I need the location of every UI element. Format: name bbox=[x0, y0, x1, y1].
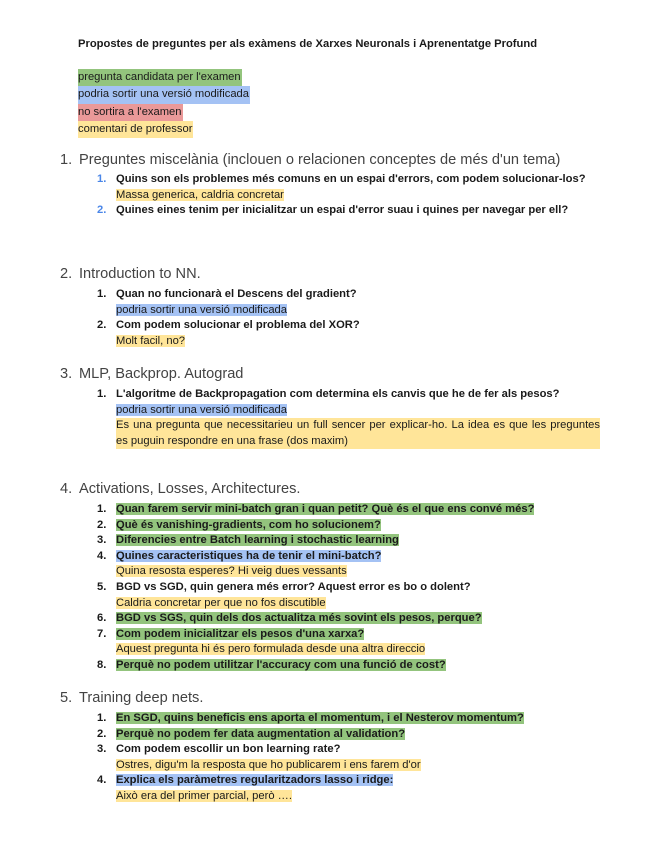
question-text: Quins son els problemes més comuns en un espai d'errors, com podem solucionar-los? bbox=[116, 173, 586, 185]
professor-comment: Caldria concretar per que no fos discutible bbox=[116, 596, 326, 609]
legend-professor-comment: comentari de professor bbox=[78, 121, 193, 138]
question-item bbox=[60, 627, 600, 658]
question-number: 4. bbox=[97, 774, 107, 787]
question-number: 2. bbox=[97, 319, 107, 332]
question-item bbox=[60, 773, 600, 804]
question-number: 4. bbox=[97, 549, 107, 562]
question-number: 2. bbox=[97, 727, 107, 740]
modified-version-note: podria sortir una versió modificada bbox=[116, 403, 288, 416]
question-item bbox=[60, 611, 600, 627]
section-title bbox=[60, 479, 600, 499]
question-item bbox=[60, 387, 600, 449]
question-text: Perquè no podem utilitzar l'accuracy com una funció de cost? bbox=[116, 658, 446, 671]
question-text: Com podem inicialitzar els pesos d'una xarxa? bbox=[116, 627, 365, 640]
section-title bbox=[60, 264, 600, 284]
question-number: 1. bbox=[97, 173, 107, 185]
question-number: 3. bbox=[97, 743, 107, 756]
question-item bbox=[60, 711, 600, 727]
legend-candidate: pregunta candidata per l'examen bbox=[78, 69, 242, 86]
question-text: BGD vs SGD, quin genera més error? Aquest error es bo o dolent? bbox=[116, 580, 471, 593]
question-number: 2. bbox=[97, 518, 107, 531]
modified-version-note: podria sortir una versió modificada bbox=[116, 303, 288, 316]
question-item bbox=[60, 742, 600, 773]
question-text: Perquè no podem fer data augmentation al validation? bbox=[116, 727, 406, 740]
section-number: 4. bbox=[60, 481, 73, 497]
section-3 bbox=[60, 364, 600, 449]
professor-comment: Massa generica, caldria concretar bbox=[116, 188, 284, 201]
question-text: Diferencies entre Batch learning i stochastic learning bbox=[116, 534, 399, 547]
question-number: 5. bbox=[97, 580, 107, 593]
legend-modified: podria sortir una versió modificada bbox=[78, 86, 250, 103]
question-text: Quan no funcionarà el Descens del gradient? bbox=[116, 288, 357, 300]
question-item bbox=[60, 287, 600, 318]
question-item bbox=[60, 502, 600, 518]
section-number: 2. bbox=[60, 266, 73, 282]
section-4 bbox=[60, 479, 600, 674]
question-text: Quines eines tenim per inicialitzar un espai d'error suau i quines per navegar per ell? bbox=[116, 204, 569, 217]
question-text: Què és vanishing-gradients, com ho solucionem? bbox=[116, 518, 381, 531]
question-text: Quines caracteristiques ha de tenir el mini-batch? bbox=[116, 549, 382, 562]
question-number: 1. bbox=[97, 712, 107, 724]
section-number: 3. bbox=[60, 366, 73, 382]
document-title: Propostes de preguntes per als exàmens de Xarxes Neuronals i Aprenentatge Profund bbox=[78, 38, 538, 50]
question-number: 6. bbox=[97, 612, 107, 625]
question-text: Com podem escollir un bon learning rate? bbox=[116, 743, 341, 756]
question-number: 7. bbox=[97, 627, 107, 640]
question-number: 1. bbox=[97, 503, 107, 515]
question-list bbox=[60, 711, 600, 805]
color-legend bbox=[78, 69, 250, 138]
question-item bbox=[60, 549, 600, 580]
section-1 bbox=[60, 150, 600, 219]
legend-not-in-exam: no sortira a l'examen bbox=[78, 104, 183, 121]
professor-comment: Ostres, digu'm la resposta que ho publicarem i ens farem d'or bbox=[116, 758, 421, 771]
section-title-text: Preguntes miscelània (inclouen o relacionen conceptes de més d'un tema) bbox=[79, 152, 561, 168]
professor-comment: Es una pregunta que necessitarieu un full sencer per explicar-ho. La idea es que les preguntes es puguin respondre en una frase (dos maxim) bbox=[116, 418, 600, 449]
question-item bbox=[60, 172, 600, 203]
question-list bbox=[60, 172, 600, 219]
section-number: 5. bbox=[60, 690, 73, 706]
section-title-text: Training deep nets. bbox=[79, 690, 204, 706]
question-item bbox=[60, 533, 600, 549]
professor-comment: Aquest pregunta hi és pero formulada desde una altra direccio bbox=[116, 643, 426, 656]
question-text: En SGD, quins beneficis ens aporta el momentum, i el Nesterov momentum? bbox=[116, 712, 524, 724]
section-title bbox=[60, 150, 600, 170]
section-5 bbox=[60, 688, 600, 805]
question-item bbox=[60, 518, 600, 534]
question-number: 1. bbox=[97, 288, 107, 300]
question-item bbox=[60, 318, 600, 349]
section-title bbox=[60, 688, 600, 708]
question-text: Com podem solucionar el problema del XOR? bbox=[116, 319, 360, 332]
question-item bbox=[60, 203, 600, 219]
section-title-text: Activations, Losses, Architectures. bbox=[79, 481, 301, 497]
question-text: BGD vs SGS, quin dels dos actualitza més sovint els pesos, perque? bbox=[116, 612, 482, 625]
section-title bbox=[60, 364, 600, 384]
question-list bbox=[60, 387, 600, 449]
question-item bbox=[60, 658, 600, 674]
section-2 bbox=[60, 264, 600, 349]
question-item bbox=[60, 580, 600, 611]
question-number: 2. bbox=[97, 204, 107, 217]
question-number: 8. bbox=[97, 658, 107, 671]
question-text: L'algoritme de Backpropagation com determina els canvis que he de fer als pesos? bbox=[116, 388, 560, 400]
professor-comment: Això era del primer parcial, però …. bbox=[116, 789, 292, 802]
professor-comment: Molt facil, no? bbox=[116, 334, 186, 347]
section-title-text: MLP, Backprop. Autograd bbox=[79, 366, 244, 382]
question-item bbox=[60, 727, 600, 743]
professor-comment: Quina resosta esperes? Hi veig dues vessants bbox=[116, 565, 347, 578]
section-title-text: Introduction to NN. bbox=[79, 266, 201, 282]
question-list bbox=[60, 502, 600, 674]
question-number: 1. bbox=[97, 388, 107, 400]
question-text: Quan farem servir mini-batch gran i quan petit? Què és el que ens convé més? bbox=[116, 503, 535, 515]
question-number: 3. bbox=[97, 534, 107, 547]
question-list bbox=[60, 287, 600, 349]
question-text: Explica els paràmetres regularitzadors lasso i ridge: bbox=[116, 774, 394, 787]
section-number: 1. bbox=[60, 152, 73, 168]
